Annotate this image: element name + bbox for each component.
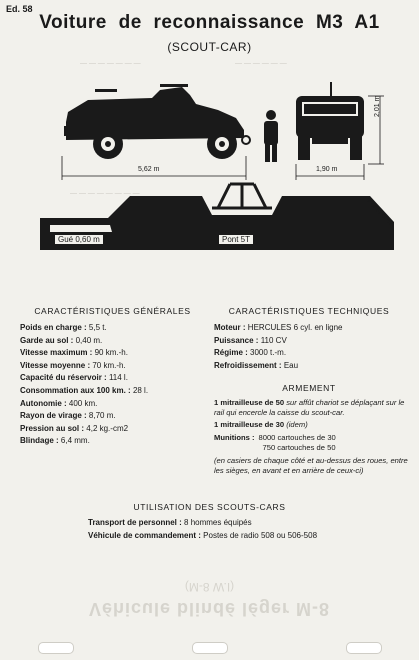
general-row: Rayon de virage : 8,70 m. <box>20 411 116 421</box>
gue-label: Gué 0,60 m <box>54 234 104 245</box>
technical-row: Moteur : HERCULES 6 cyl. en ligne <box>214 323 343 332</box>
technical-row: Refroidissement : Eau <box>214 360 299 370</box>
general-row: Consommation aux 100 km. : 28 l. <box>20 385 149 395</box>
bleed-text: — — — — — — — <box>80 60 141 67</box>
technical-heading: CARACTÉRISTIQUES TECHNIQUES <box>228 306 390 316</box>
soldier-figure <box>264 110 278 162</box>
binder-hole <box>38 642 74 654</box>
general-row: Vitesse maximum : 90 km.-h. <box>20 348 128 358</box>
armament-heading: ARMEMENT <box>282 383 336 393</box>
mg30-entry: 1 mitrailleuse de 30 (idem) <box>214 420 308 429</box>
general-row: Garde au sol : 0,40 m. <box>20 335 103 345</box>
binder-hole <box>192 642 228 654</box>
height-dimension: 2,01 m <box>374 95 381 117</box>
vehicle-drawing <box>0 60 419 260</box>
general-heading: CARACTÉRISTIQUES GÉNÉRALES <box>34 306 191 316</box>
general-row: Pression au sol : 4,2 kg.-cm2 <box>20 423 129 433</box>
binder-hole <box>346 642 382 654</box>
general-row: Blindage : 6,4 mm. <box>20 436 90 446</box>
technical-row: Régime : 3000 t.-m. <box>214 348 287 358</box>
general-row: Autonomie : 400 km. <box>20 398 98 408</box>
transport-entry: Transport de personnel : 8 hommes équipés <box>88 518 252 527</box>
bleed-text: — — — — — — <box>235 60 287 67</box>
mg50-entry: 1 mitrailleuse de 50 sur affût chariot se déplaçant sur le rail qui encercle la caisse du scout-car. <box>214 398 405 417</box>
general-row: Capacité du réservoir : 114 l. <box>20 373 128 383</box>
command-entry: Véhicule de commandement : Postes de radio 508 ou 506-508 <box>88 531 318 540</box>
general-list <box>20 322 148 448</box>
side-view-car <box>64 84 250 159</box>
pont-label: Pont 5T <box>218 234 254 245</box>
bridge <box>212 184 272 208</box>
general-row: Vitesse moyenne : 70 km.-h. <box>20 360 126 370</box>
armament-block <box>214 398 410 476</box>
length-dimension: 5,62 m <box>138 166 160 173</box>
mirror-small-text: (M-8 W.I) <box>184 580 235 594</box>
general-row: Poids en charge : 5,5 t. <box>20 323 107 332</box>
front-view-car <box>296 82 364 160</box>
page-title: Voiture de reconnaissance M3 A1 <box>39 12 380 33</box>
storage-note: (en casiers de chaque côté et au-dessus des roues, entre les sièges, en avant et en arrière de ceux-ci) <box>214 456 408 475</box>
technical-list <box>214 322 343 372</box>
munitions-entry: Munitions : 8000 cartouches de 30 750 cartouches de 50 <box>214 433 336 452</box>
usage-heading: UTILISATION DES SCOUTS-CARS <box>133 502 286 512</box>
mirror-title-text: Véhicule blindé léger M-8 <box>88 599 331 619</box>
pente-label: Pente 60% <box>365 198 395 228</box>
technical-row: Puissance : 110 CV <box>214 335 287 345</box>
page-subtitle: (SCOUT-CAR) <box>167 40 252 54</box>
bleed-text: — — — — — — — — <box>70 190 140 197</box>
edition-label: Ed. 58 <box>6 4 33 14</box>
width-dimension: 1,90 m <box>316 166 338 173</box>
